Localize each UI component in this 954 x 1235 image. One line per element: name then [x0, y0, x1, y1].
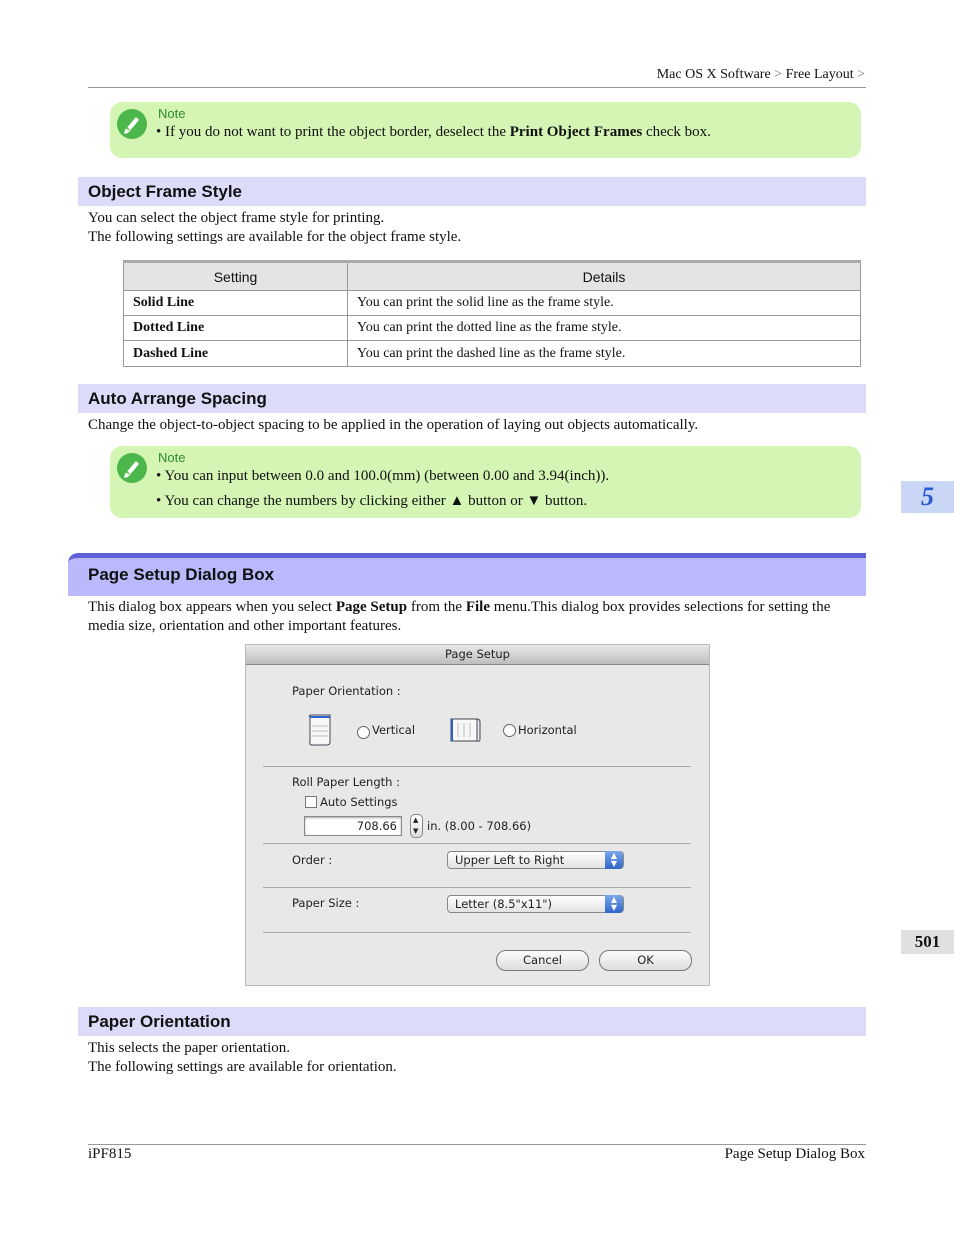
header-separator: >	[774, 67, 783, 82]
pencil-icon	[117, 453, 147, 483]
page-number-tab: 501	[901, 930, 954, 954]
portrait-roll-icon	[306, 714, 334, 749]
updown-arrows-icon: ▲ ▼	[605, 851, 623, 869]
pencil-icon	[117, 109, 147, 139]
length-stepper[interactable]	[410, 814, 423, 838]
table-row	[124, 291, 861, 316]
running-header	[657, 67, 865, 83]
horizontal-radio[interactable]	[503, 724, 516, 737]
header-trail: >	[857, 67, 865, 82]
section-title: Paper Orientation	[88, 1012, 231, 1031]
chapter-tab: 5	[901, 481, 954, 513]
roll-length-field[interactable]: 708.66	[304, 816, 402, 836]
auto-settings-checkbox[interactable]	[305, 796, 317, 808]
stepper-up-icon[interactable]: ▲	[413, 816, 419, 824]
table-header: Details	[348, 262, 861, 291]
table-cell-setting: Dashed Line	[124, 341, 348, 367]
note-box	[110, 446, 861, 518]
divider	[263, 843, 691, 844]
header-section: Mac OS X Software	[656, 67, 771, 82]
header-rule	[88, 87, 866, 88]
paragraph: media size, orientation and other important features.	[88, 618, 402, 634]
chapter-section-header	[68, 553, 866, 596]
auto-settings-label: Auto Settings	[320, 795, 398, 809]
roll-paper-length-label: Roll Paper Length :	[292, 775, 400, 789]
paragraph: Change the object-to-object spacing to be applied in the operation of laying out objects automatically.	[88, 417, 699, 433]
paragraph-bold: File	[465, 599, 490, 615]
header-subsection: Free Layout	[785, 67, 854, 82]
divider	[263, 766, 691, 767]
paragraph-bold: Page Setup	[335, 599, 408, 615]
table-header: Setting	[124, 262, 348, 291]
paper-size-select-value: Letter (8.5"x11")	[455, 897, 553, 911]
paper-size-label: Paper Size :	[292, 896, 360, 910]
footer-rule	[88, 1144, 866, 1145]
bullet: •	[156, 124, 162, 140]
table-cell-details: You can print the solid line as the frame style.	[348, 291, 861, 316]
note-text-part: If you do not want to print the object border, deselect the	[165, 124, 510, 140]
note-bold-term: Print Object Frames	[509, 124, 643, 140]
paragraph: The following settings are available for orientation.	[88, 1059, 397, 1075]
order-label: Order :	[292, 853, 333, 867]
paper-orientation-label: Paper Orientation :	[292, 684, 401, 698]
table-cell-details: You can print the dotted line as the frame style.	[348, 316, 861, 341]
table-cell-details: You can print the dashed line as the frame style.	[348, 341, 861, 367]
table-row	[124, 341, 861, 367]
note-box	[110, 102, 861, 158]
section-title: Object Frame Style	[88, 182, 243, 201]
cancel-button[interactable]: Cancel	[496, 950, 589, 971]
section-title: Page Setup Dialog Box	[88, 565, 275, 584]
note-text-part: You can input between 0.0 and 100.0(mm) (between 0.00 and 3.94(inch)).	[164, 468, 610, 484]
paragraph-part: This dialog box appears when you select	[88, 599, 336, 615]
paragraph	[88, 599, 830, 616]
note-text	[156, 493, 587, 510]
note-title: Note	[158, 450, 186, 465]
section-header	[78, 177, 866, 206]
section-header	[78, 384, 866, 413]
section-title: Auto Arrange Spacing	[88, 389, 267, 408]
table-row	[124, 316, 861, 341]
footer-section: Page Setup Dialog Box	[724, 1146, 865, 1162]
note-text	[156, 124, 711, 141]
section-header	[78, 1007, 866, 1036]
paragraph-part: menu.This dialog box provides selections for setting the	[490, 599, 831, 615]
page-setup-dialog	[245, 644, 710, 986]
vertical-radio[interactable]	[357, 726, 370, 739]
note-text-part: You can change the numbers by clicking either ▲ button or ▼ button.	[164, 493, 588, 509]
updown-arrows-icon: ▲ ▼	[605, 895, 623, 913]
settings-table	[123, 260, 861, 367]
length-range-label: in. (8.00 - 708.66)	[427, 819, 532, 833]
divider	[263, 932, 691, 933]
divider	[263, 887, 691, 888]
order-select[interactable]	[447, 851, 624, 869]
table-cell-setting: Dotted Line	[124, 316, 348, 341]
landscape-roll-icon	[449, 715, 481, 748]
paper-size-select[interactable]	[447, 895, 624, 913]
paragraph: You can select the object frame style for printing.	[88, 210, 385, 226]
table-header-row	[124, 262, 861, 291]
vertical-label: Vertical	[372, 723, 416, 737]
horizontal-label: Horizontal	[518, 723, 577, 737]
note-text	[156, 468, 609, 485]
ok-button[interactable]: OK	[599, 950, 692, 971]
dialog-title: Page Setup	[246, 645, 709, 665]
paragraph-part: from the	[407, 599, 466, 615]
paragraph: The following settings are available for the object frame style.	[88, 229, 462, 245]
bullet: •	[156, 468, 162, 484]
table-cell-setting: Solid Line	[124, 291, 348, 316]
paragraph: This selects the paper orientation.	[88, 1040, 291, 1056]
note-text-part: check box.	[642, 124, 711, 140]
note-title: Note	[158, 106, 186, 121]
footer-model: iPF815	[88, 1146, 132, 1162]
bullet: •	[156, 493, 162, 509]
stepper-down-icon[interactable]: ▼	[413, 827, 419, 835]
order-select-value: Upper Left to Right	[455, 853, 565, 867]
